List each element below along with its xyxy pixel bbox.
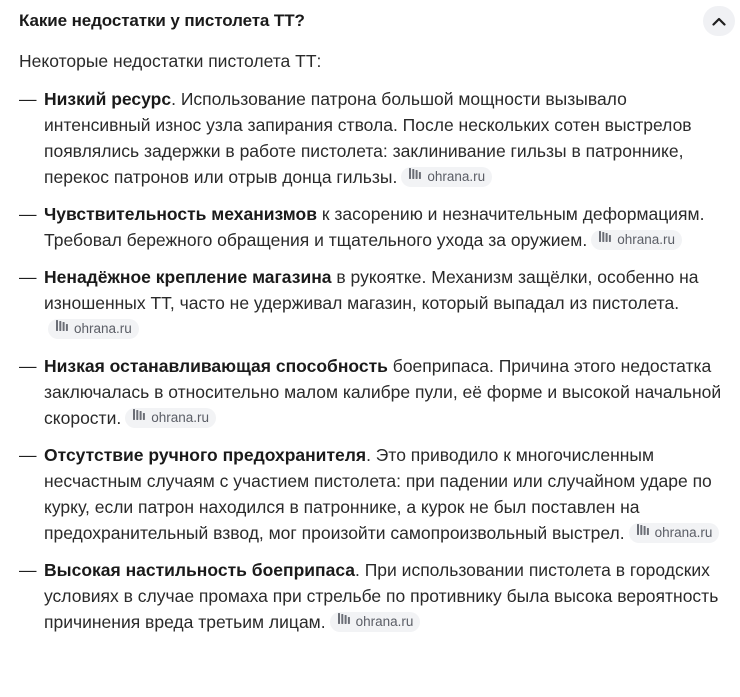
chevron-up-icon bbox=[712, 17, 726, 26]
item-text: в рукоятке. Механизм защёлки, особенно на изношенных ТТ, часто не удерживал магазин, который выпадал из пистолета. bbox=[44, 267, 699, 313]
source-favicon-icon bbox=[132, 408, 146, 428]
source-chip[interactable] bbox=[330, 612, 421, 632]
source-label: ohrana.ru bbox=[427, 169, 486, 184]
item-term: Низкая останавливающая способность bbox=[44, 356, 388, 376]
source-chip[interactable] bbox=[48, 319, 139, 339]
item-term: Ненадёжное крепление магазина bbox=[44, 267, 332, 287]
source-label: ohrana.ru bbox=[617, 232, 675, 247]
source-favicon-icon bbox=[598, 230, 612, 250]
item-term: Отсутствие ручного предохранителя bbox=[44, 445, 367, 465]
list-dash: — bbox=[19, 267, 37, 287]
drawbacks-list bbox=[19, 86, 736, 635]
intro-text: Некоторые недостатки пистолета ТТ: bbox=[19, 51, 322, 71]
source-favicon-icon bbox=[55, 319, 69, 339]
source-favicon-icon bbox=[636, 523, 650, 543]
item-term: Низкий ресурс bbox=[44, 89, 172, 109]
list-dash: — bbox=[19, 445, 37, 465]
list-item bbox=[19, 353, 736, 431]
item-text: к засорению и незначительным деформациям. Требовал бережного обращения и тщательного ухода за оружием. bbox=[44, 204, 705, 250]
list-item bbox=[19, 442, 736, 546]
list-item bbox=[19, 201, 736, 253]
source-label: ohrana.ru bbox=[355, 614, 414, 629]
answer-header bbox=[19, 6, 736, 36]
source-label: ohrana.ru bbox=[151, 410, 210, 425]
item-term: Чувствительность механизмов bbox=[44, 204, 317, 224]
source-chip[interactable] bbox=[629, 523, 720, 543]
source-favicon-icon bbox=[337, 612, 351, 632]
list-dash: — bbox=[19, 204, 37, 224]
list-dash: — bbox=[19, 356, 37, 376]
list-dash: — bbox=[19, 89, 37, 109]
list-item bbox=[19, 557, 736, 635]
list-dash: — bbox=[19, 560, 37, 580]
list-item bbox=[19, 86, 736, 190]
source-chip[interactable] bbox=[591, 230, 682, 250]
collapse-button[interactable] bbox=[703, 6, 735, 36]
item-text: . Это приводило к многочисленным несчастным случаям с участием пистолета: при падении или случайном ударе по курку, если патрон находился в патроннике, а курок не был поставлен на предохранительный взвод, мог произойти самопроизвольный выстрел. bbox=[44, 445, 712, 543]
source-favicon-icon bbox=[408, 167, 422, 187]
source-chip[interactable] bbox=[125, 408, 216, 428]
source-label: ohrana.ru bbox=[74, 321, 132, 336]
source-label: ohrana.ru bbox=[654, 525, 713, 540]
item-term: Высокая настильность боеприпаса bbox=[44, 560, 355, 580]
question-title: Какие недостатки у пистолета ТТ? bbox=[19, 11, 305, 30]
item-text: боеприпаса. Причина этого недостатка заключалась в относительно малом калибре пули, её форме и высокой начальной скорости. bbox=[44, 356, 722, 428]
list-item bbox=[19, 264, 736, 342]
item-text: . Использование патрона большой мощности вызывало интенсивный износ узла запирания ствола. После нескольких сотен выстрелов появлялись задержки в работе пистолета: заклинивание гильзы в патроннике, перекос патронов или отрыв донца гильзы. bbox=[44, 89, 692, 187]
item-text: . При использовании пистолета в городских условиях в случае промаха при стрельбе по противнику была высока вероятность причинения вреда третьим лицам. bbox=[44, 560, 719, 632]
source-chip[interactable] bbox=[401, 167, 492, 187]
